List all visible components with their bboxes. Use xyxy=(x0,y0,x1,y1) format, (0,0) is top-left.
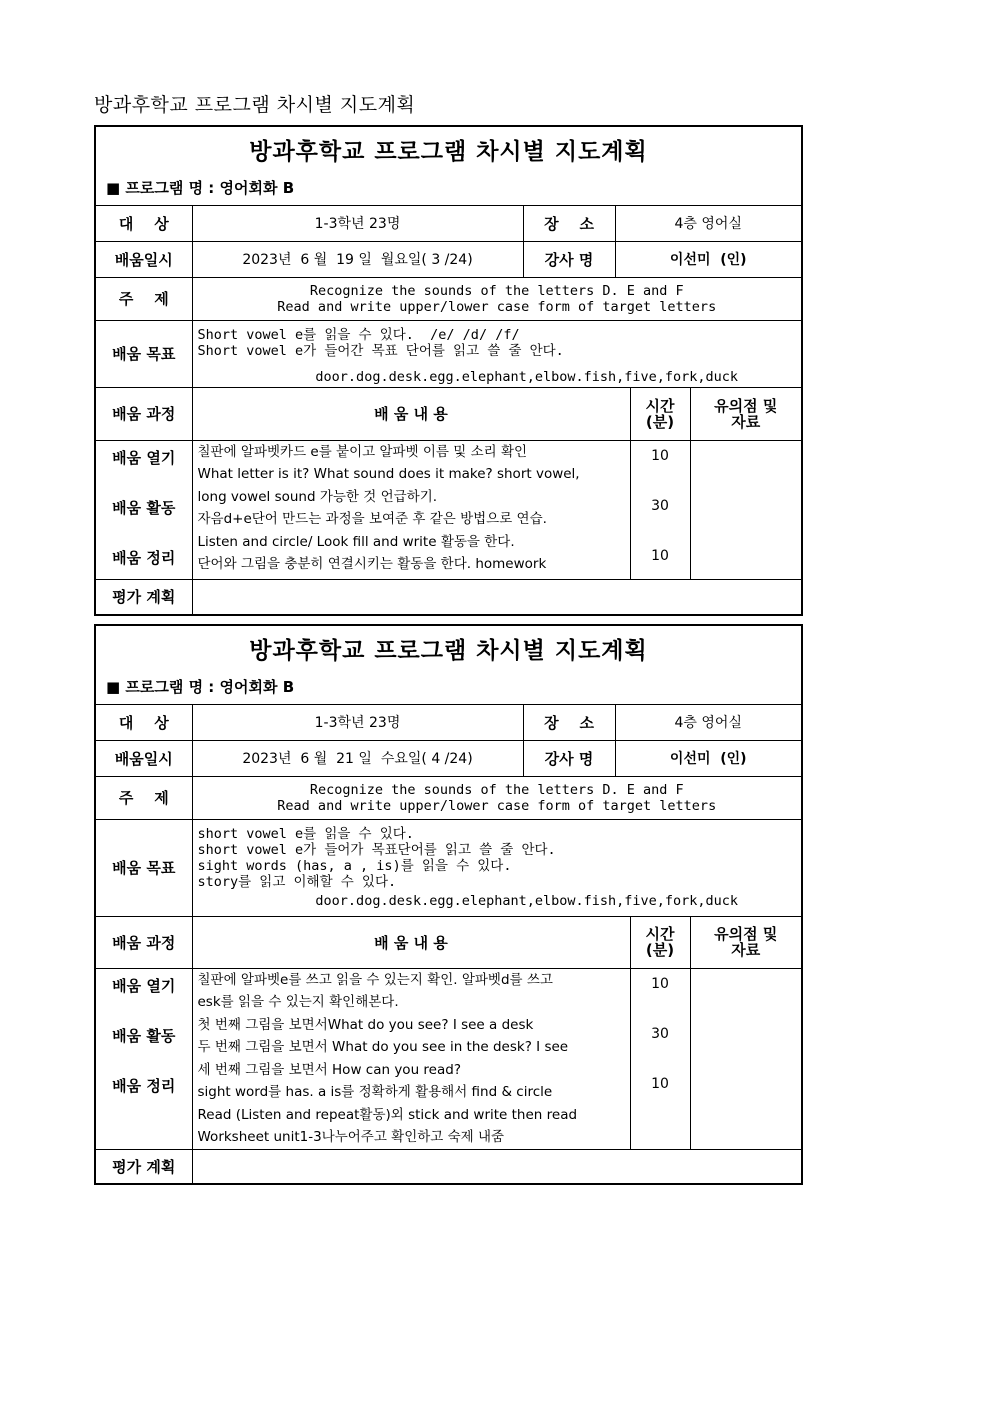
process-stages xyxy=(96,440,192,579)
content-line: What letter is it? What sound does it make? short vowel, xyxy=(197,466,580,482)
stage-activity: 배움 활동 xyxy=(112,1026,176,1045)
date-value: 2023년 6 월 19 일 월요일( 3 /24) xyxy=(192,241,523,277)
content-label: 배 움 내 용 xyxy=(192,387,630,440)
plan-table xyxy=(96,705,801,1183)
time-label: 시간 (분) xyxy=(630,916,690,968)
goal-value xyxy=(192,819,801,916)
topic-label: 주 제 xyxy=(96,776,192,819)
target-value: 1-3학년 23명 xyxy=(192,206,523,241)
program-name: ■ 프로그램 명 : 영어회화 B xyxy=(106,678,295,696)
target-label: 대 상 xyxy=(96,206,192,241)
place-label: 장 소 xyxy=(523,705,615,740)
plan-title: 방과후학교 프로그램 차시별 지도계획 xyxy=(249,139,648,165)
plan-table xyxy=(96,206,801,614)
topic-label: 주 제 xyxy=(96,277,192,320)
content-line: 단어와 그림을 충분히 연결시키는 활동을 한다. homework xyxy=(197,556,547,572)
topic-line-1: Recognize the sounds of the letters D. E and F xyxy=(309,282,684,299)
goal-label: 배움 목표 xyxy=(96,320,192,387)
time-wrapup: 10 xyxy=(651,547,669,564)
goal-line-4: story를 읽고 이해할 수 있다. xyxy=(197,873,397,890)
lesson-plan-1 xyxy=(94,125,803,616)
topic-value xyxy=(192,776,801,819)
time-open: 10 xyxy=(651,447,669,464)
topic-line-1: Recognize the sounds of the letters D. E and F xyxy=(309,781,684,798)
content-line: Listen and circle/ Look fill and write 활동을 한다. xyxy=(197,533,515,550)
notes-label: 유의점 및 자료 xyxy=(690,916,801,968)
date-label: 배움일시 xyxy=(96,241,192,277)
place-label: 장 소 xyxy=(523,206,615,241)
goal-line-2: short vowel e가 들어가 목표단어를 읽고 쓸 줄 안다. xyxy=(197,841,556,858)
content-line: 자음d+e단어 만드는 과정을 보여준 후 같은 방법으로 연습. xyxy=(197,511,547,527)
evaluation-label: 평가 계획 xyxy=(96,579,192,614)
content-label: 배 움 내 용 xyxy=(192,916,630,968)
stage-open: 배움 열기 xyxy=(112,448,176,467)
notes-value xyxy=(690,968,801,1149)
plan-header xyxy=(96,626,801,705)
teacher-value: 이선미 (인) xyxy=(615,241,801,277)
content-line: 두 번째 그림을 보면서 What do you see in the desk? I see xyxy=(197,1039,569,1055)
place-value: 4층 영어실 xyxy=(615,705,801,740)
stage-open: 배움 열기 xyxy=(112,976,176,995)
time-activity: 30 xyxy=(651,1025,669,1042)
content-value xyxy=(192,440,630,579)
program-name: ■ 프로그램 명 : 영어회화 B xyxy=(106,179,295,197)
content-line: Read (Listen and repeat활동)외 stick and write then read xyxy=(197,1106,578,1123)
content-line: esk를 읽을 수 있는지 확인해본다. xyxy=(197,994,399,1010)
stage-wrapup: 배움 정리 xyxy=(112,548,176,567)
content-line: 첫 번째 그림을 보면서What do you see? I see a desk xyxy=(197,1016,534,1033)
goal-line-3: sight words (has, a , is)를 읽을 수 있다. xyxy=(197,857,512,874)
content-line: Worksheet unit1-3나누어주고 확인하고 숙제 내줌 xyxy=(197,1129,505,1145)
goal-label: 배움 목표 xyxy=(96,819,192,916)
content-line: 칠판에 알파벳카드 e를 붙이고 알파벳 이름 및 소리 확인 xyxy=(197,443,528,460)
teacher-value: 이선미 (인) xyxy=(615,740,801,776)
target-words: door.dog.desk.egg.elephant,elbow.fish,five,fork,duck xyxy=(315,892,739,909)
time-values xyxy=(630,968,690,1149)
place-value: 4층 영어실 xyxy=(615,206,801,241)
content-line: long vowel sound 가능한 것 언급하기. xyxy=(197,488,438,505)
content-line: 칠판에 알파벳e를 쓰고 읽을 수 있는지 확인. 알파벳d를 쓰고 xyxy=(197,971,553,988)
process-stages xyxy=(96,968,192,1149)
target-label: 대 상 xyxy=(96,705,192,740)
goal-value xyxy=(192,320,801,387)
notes-label: 유의점 및 자료 xyxy=(690,387,801,440)
teacher-label: 강사 명 xyxy=(523,740,615,776)
time-values xyxy=(630,440,690,579)
date-value: 2023년 6 월 21 일 수요일( 4 /24) xyxy=(192,740,523,776)
goal-line-1: Short vowel e를 읽을 수 있다. /e/ /d/ /f/ xyxy=(197,326,520,343)
stage-wrapup: 배움 정리 xyxy=(112,1076,176,1095)
document-title: 방과후학교 프로그램 차시별 지도계획 xyxy=(94,94,416,116)
topic-value xyxy=(192,277,801,320)
notes-value xyxy=(690,440,801,579)
goal-line-2: Short vowel e가 들어간 목표 단어를 읽고 쓸 줄 안다. xyxy=(197,342,564,359)
topic-line-2: Read and write upper/lower case form of target letters xyxy=(277,298,717,315)
process-label: 배움 과정 xyxy=(96,387,192,440)
plan-header xyxy=(96,127,801,206)
content-line: 세 번째 그림을 보면서 How can you read? xyxy=(197,1061,461,1078)
stage-activity: 배움 활동 xyxy=(112,498,176,517)
goal-line-1: short vowel e를 읽을 수 있다. xyxy=(197,825,414,842)
time-activity: 30 xyxy=(651,497,669,514)
target-value: 1-3학년 23명 xyxy=(192,705,523,740)
target-words: door.dog.desk.egg.elephant,elbow.fish,five,fork,duck xyxy=(315,368,739,385)
time-label: 시간 (분) xyxy=(630,387,690,440)
date-label: 배움일시 xyxy=(96,740,192,776)
time-open: 10 xyxy=(651,975,669,992)
evaluation-label: 평가 계획 xyxy=(96,1149,192,1183)
evaluation-value xyxy=(192,1149,801,1183)
lesson-plan-2 xyxy=(94,624,803,1185)
evaluation-value xyxy=(192,579,801,614)
process-label: 배움 과정 xyxy=(96,916,192,968)
teacher-label: 강사 명 xyxy=(523,241,615,277)
time-wrapup: 10 xyxy=(651,1075,669,1092)
content-line: sight word를 has. a is를 정확하게 활용해서 find & circle xyxy=(197,1084,553,1100)
topic-line-2: Read and write upper/lower case form of target letters xyxy=(277,797,717,814)
content-value xyxy=(192,968,630,1149)
plan-title: 방과후학교 프로그램 차시별 지도계획 xyxy=(249,638,648,664)
